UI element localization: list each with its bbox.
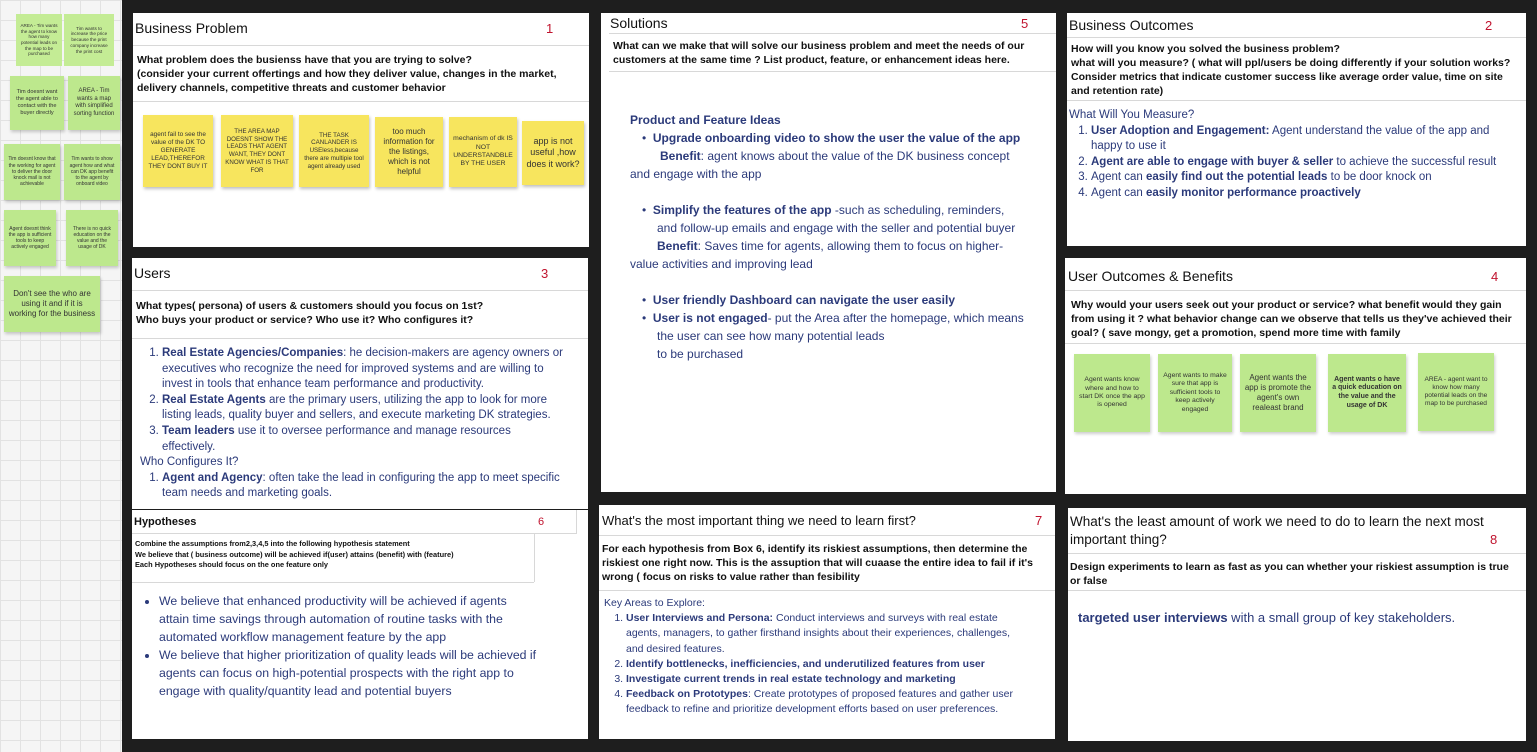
divider <box>1067 100 1526 101</box>
divider <box>132 582 534 583</box>
divider <box>609 71 1056 72</box>
divider <box>1068 590 1526 591</box>
divider <box>132 533 577 534</box>
panel-title: Business Problem <box>135 20 248 36</box>
panel-user-outcomes[interactable] <box>1065 258 1526 494</box>
divider <box>1065 343 1526 344</box>
measure-item: 2. Agent are able to engage with buyer & seller to achieve the successful result <box>1091 155 1519 171</box>
left-sticky[interactable]: Tim wants to show agent how and what can DK app benefit to the agent by onboard video <box>64 144 120 200</box>
measure-item: 4. Agent can easily monitor performance proactively <box>1091 186 1519 202</box>
panel-question: What can we make that will solve our business problem and meet the needs of our customers at the same time ? List product, feature, or enhancement ideas here. <box>613 40 1025 66</box>
divider <box>133 45 589 46</box>
left-sticky[interactable]: There is no quick education on the value and the usage of DK <box>66 210 118 266</box>
panel-least-work[interactable] <box>1068 508 1526 741</box>
panel-number: 5 <box>1021 16 1029 31</box>
panel-question: What problem does the busienss have that you are trying to solve? (consider your current offertings and how they deliver value, changes in the market, delivery channels, competitive threats and customer behavior <box>137 54 557 94</box>
panel-question: Why would your users seek out your product or service? what benefit would they gain from using it ? what behavior change can we observe that tells us they've achieved their goal? ( save mongy, get a promotion, spend more time with family <box>1071 299 1512 339</box>
solutions-body: Product and Feature Ideas • Upgrade onboarding video to show the user the value of the app Benefit: agent knows about the value of the DK business concept and engage with the app • Simplify the features of the app -such as scheduling, reminders, and follow-up emails and engage with the seller and potential buyer Benefit: Saves time for agents, allowing them to focus on higher- value activities and improving lead • User friendly Dashboard can navigate the user easily • User is not engaged- put the Area after the homepage, which means the user can see how many potential leads to be purchased <box>630 111 1056 363</box>
divider <box>1067 37 1526 38</box>
panel-number: 3 <box>541 266 549 281</box>
sticky-note[interactable]: THE AREA MAP DOESNT SHOW THE LEADS THAT AGENT WANT, THEY DONT KNOW WHAT IS THAT FOR <box>221 115 293 187</box>
panel-solutions[interactable] <box>601 13 1056 492</box>
panel-question: Combine the assumptions from2,3,4,5 into the following hypothesis statement We believe that ( business outcome) will be achieved if(user) attains (benefit) with (feature) Each Hypotheses should focus on the one feature only <box>135 539 454 569</box>
left-sticky[interactable]: AREA - Tim wants a map with simplified sorting function <box>68 76 120 130</box>
key-area-item: 4. Feedback on Prototypes: Create prototypes of proposed features and gather user feedback to refine and prioritize development efforts based on user preferences. <box>626 687 1024 717</box>
panel-number: 2 <box>1485 18 1493 33</box>
panel-business-outcomes[interactable] <box>1067 13 1526 246</box>
panel-question: For each hypothesis from Box 6, identify its riskiest assumptions, then determine the riskiest one right now. This is the assuption that will cuaase the entire idea to fail if it's wrong ( focus on risks to value rather than fesibility <box>602 543 1033 583</box>
hypothesis-item: • We believe that higher prioritization of quality leads will be achieved if agents can focus on high-potential prospects with the right app to engage with quality/quantity lead and potential buyers <box>159 646 537 700</box>
sticky-note[interactable]: agent fail to see the value of the DK TO GENERATE LEAD,THEREFOR THEY DONT BUY IT <box>143 115 213 187</box>
left-sticky[interactable]: Don't see the who are using it and if it is working for the business <box>4 276 100 332</box>
sticky-note[interactable]: Agent wants the app is promote the agent's own realeast brand <box>1240 354 1316 432</box>
divider <box>576 510 577 533</box>
divider <box>1065 290 1526 291</box>
key-area-item: 2. Identify bottlenecks, inefficiencies, and underutilized features from user <box>626 657 1024 672</box>
divider <box>1068 553 1526 554</box>
feature-idea: User is not engaged <box>652 311 768 325</box>
panel-number: 4 <box>1491 269 1499 284</box>
panel-title: What's the least amount of work we need to do to learn the next most important thing? <box>1070 514 1484 547</box>
panel-hypotheses[interactable] <box>132 510 588 739</box>
left-sticky[interactable]: Agent doesnt think the app is sufficient tools to keep actively engaged <box>4 210 56 266</box>
key-area-item: 3. Investigate current trends in real estate technology and marketing <box>626 672 1024 687</box>
panel-question: What types( persona) of users & customers should you focus on 1st? Who buys your product or service? Who use it? Who configures it? <box>136 300 484 326</box>
divider <box>599 535 1055 536</box>
panel-number: 8 <box>1490 532 1498 547</box>
panel-users[interactable] <box>132 258 588 509</box>
hypotheses-list <box>137 592 537 700</box>
experiment-text: targeted user interviews with a small group of key stakeholders. <box>1078 610 1456 625</box>
user-item: 1. Real Estate Agencies/Companies: he decision-makers are agency owners or executives who recognize the need for improved systems and are willing to invest in tools that enhance team performance and productivity. <box>162 346 564 393</box>
sticky-note[interactable]: Agent wants to make sure that app is sufficient tools to keep actively engaged <box>1158 354 1232 432</box>
divider <box>609 33 1056 34</box>
divider <box>132 338 588 339</box>
sticky-note[interactable]: Agent wants know where and how to start DK once the app is opened <box>1074 354 1150 432</box>
panel-title: What's the most important thing we need to learn first? <box>602 513 916 528</box>
divider <box>534 533 535 582</box>
left-sticky[interactable]: Tim doesnt know that the working for agent to deliver the door knock mail is not achievable <box>4 144 60 200</box>
measure-list: What Will You Measure? 1. User Adoption and Engagement: Agent understand the value of the app and happy to use it 2. Agent are able to engage with buyer & seller to achieve the successful result 3. Agent can easily find out the potential leads to be door knock on 4. Agent can easily monitor performance proactively <box>1069 108 1519 202</box>
divider <box>133 101 589 102</box>
panel-title: Solutions <box>610 15 668 31</box>
feature-idea: Upgrade onboarding video to show the user the value of the app <box>652 131 1021 145</box>
sticky-note[interactable]: too much information for the listings, which is not helpful <box>375 117 443 187</box>
panel-title: Hypotheses <box>134 516 197 528</box>
sticky-note[interactable]: THE TASK CANLANDER IS USEless,because there are multipie tool agent already used <box>299 115 369 187</box>
user-item: 3. Team leaders use it to oversee performance and manage resources effectively. <box>162 424 564 455</box>
panel-title: User Outcomes & Benefits <box>1068 268 1233 284</box>
panel-question: How will you know you solved the business problem? what will you measure? ( what will ppl/users be doing differently if your solution works? Consider metrics that indicate customer success like average order value, time on site and retention rate) <box>1071 43 1511 97</box>
panel-title: Business Outcomes <box>1069 17 1194 33</box>
users-list: 1. Real Estate Agencies/Companies: he decision-makers are agency owners or executives who recognize the need for improved systems and are willing to invest in tools that enhance team performance and productivity. 2. Real Estate Agents are the primary users, utilizing the app to look for more listing leads, quality buyer and sellers, and execute marketing DK strategies. 3. Team leaders use it to oversee performance and manage resources effectively. Who Configures It? 1. Agent and Agency: often take the lead in configuring the app to meet specific team needs and marketing goals. <box>140 346 564 502</box>
hypothesis-item: • We believe that enhanced productivity will be achieved if agents attain time savings through automation of routine tasks with the automated workflow management feature by the app <box>159 592 537 646</box>
panel-number: 7 <box>1035 513 1043 528</box>
feature-idea: Simplify the features of the app <box>652 203 832 217</box>
panel-title: Users <box>134 265 171 281</box>
measure-item: 1. User Adoption and Engagement: Agent understand the value of the app and happy to use it <box>1091 124 1519 155</box>
sticky-note[interactable]: Agent wants o have a quick education on the value and the usage of DK <box>1328 354 1406 432</box>
sticky-note[interactable]: mechanism of dk IS NOT UNDERSTANDBLE BY THE USER <box>449 117 517 187</box>
divider <box>599 590 1055 591</box>
panel-number: 6 <box>538 516 545 528</box>
section-heading: Product and Feature Ideas <box>630 113 781 127</box>
key-area-item: 1. User Interviews and Persona: Conduct interviews and surveys with real estate agents, managers, to gather firsthand insights about their experiences, challenges, and desired features. <box>626 611 1024 657</box>
feature-idea: User friendly Dashboard can navigate the user easily <box>652 293 955 307</box>
config-item: 1. Agent and Agency: often take the lead in configuring the app to meet specific team needs and marketing goals. <box>162 471 564 502</box>
measure-item: 3. Agent can easily find out the potential leads to be door knock on <box>1091 170 1519 186</box>
panel-business-problem[interactable] <box>133 13 589 247</box>
divider <box>132 290 588 291</box>
key-areas: Key Areas to Explore: 1. User Interviews and Persona: Conduct interviews and surveys with real estate agents, managers, to gather firsthand insights about their experiences, challenges, and desired features. 2. Identify bottlenecks, inefficiencies, and underutilized features from user 3. Investigate current trends in real estate technology and marketing 4. Feedback on Prototypes: Create prototypes of proposed features and gather user feedback to refine and prioritize development efforts based on user preferences. <box>604 596 1024 718</box>
panel-learn-first[interactable] <box>599 505 1055 739</box>
sticky-note[interactable]: app is not useful ,how does it work? <box>522 121 584 185</box>
user-item: 2. Real Estate Agents are the primary users, utilizing the app to look for more listing leads, quality buyer and sellers, and execute marketing DK strategies. <box>162 393 564 424</box>
sticky-note[interactable]: AREA - agent want to know how many potential leads on the map to be purchased <box>1418 353 1494 431</box>
panel-number: 1 <box>546 21 554 36</box>
left-sticky[interactable]: Tim doesnt want the agent able to contact with the buyer directly <box>10 76 64 130</box>
left-sticky[interactable]: Tim wants to increase the price because the print company increase the print cost <box>64 14 114 66</box>
left-sticky[interactable]: AREA - Tim wants the agent to know how many potential leads on the map to be purchased <box>16 14 62 66</box>
panel-question: Design experiments to learn as fast as you can whether your riskiest assumption is true or false <box>1070 561 1509 587</box>
